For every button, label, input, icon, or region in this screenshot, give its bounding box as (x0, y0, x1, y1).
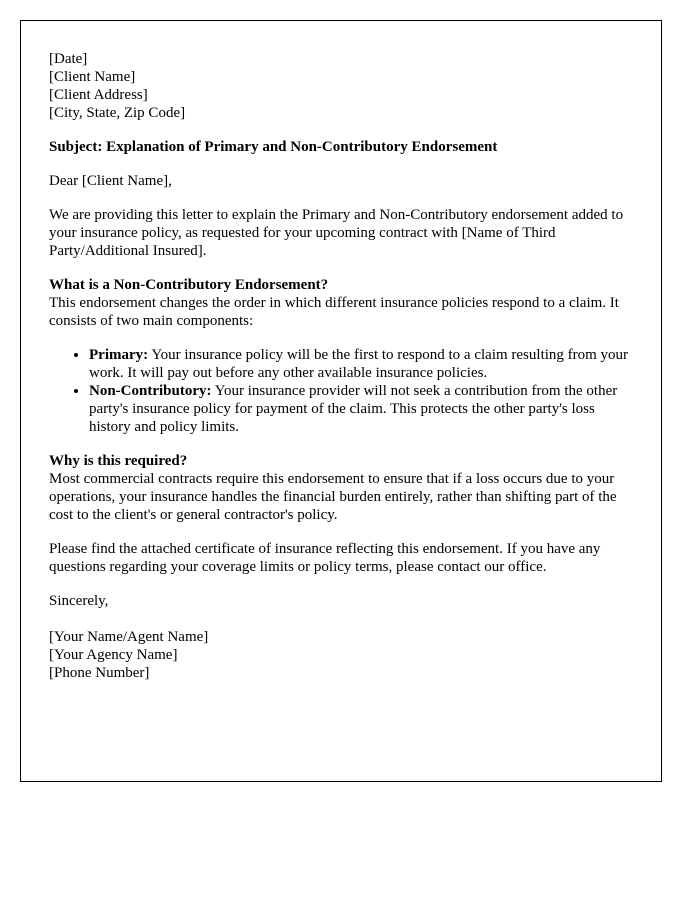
section-heading-what-is: What is a Non-Contributory Endorsement? (49, 277, 329, 293)
section-heading-why-required: Why is this required? (49, 453, 188, 469)
list-item-primary (89, 346, 633, 382)
subject-line: Subject: Explanation of Primary and Non-Contributory Endorsement (49, 139, 498, 155)
term-non-contributory: Non-Contributory: (89, 383, 212, 399)
term-non-contributory-description: Your insurance provider will not seek a contribution from the other party's insurance policy for payment of the claim. This protects the other party's loss history and policy limits. (89, 383, 618, 435)
signature-block (49, 628, 633, 682)
client-name-line: [Client Name] (49, 69, 136, 85)
closing-paragraph: Please find the attached certificate of insurance reflecting this endorsement. If you have any questions regarding your coverage limits or policy terms, please contact our office. (49, 541, 601, 575)
letter-page (20, 20, 662, 782)
term-primary-description: Your insurance policy will be the first to respond to a claim resulting from your work. It will pay out before any other available insurance policies. (89, 347, 629, 381)
salutation: Dear [Client Name], (49, 173, 172, 189)
intro-paragraph: We are providing this letter to explain the Primary and Non-Contributory endorsement added to your insurance policy, as requested for your upcoming contract with [Name of Third Party/Additional Insured]. (49, 207, 624, 259)
recipient-block (49, 50, 633, 122)
sign-off: Sincerely, (49, 593, 109, 609)
date-line: [Date] (49, 51, 88, 67)
section-body-why-required: Most commercial contracts require this endorsement to ensure that if a loss occurs due to your operations, your insurance handles the financial burden entirely, rather than shifting part of the cost to the client's or general contractor's policy. (49, 471, 617, 523)
signature-phone: [Phone Number] (49, 665, 150, 681)
term-primary: Primary: (89, 347, 149, 363)
section-body-what-is: This endorsement changes the order in which different insurance policies respond to a claim. It consists of two main components: (49, 295, 619, 329)
signature-name: [Your Name/Agent Name] (49, 629, 209, 645)
section-why-required (49, 452, 633, 524)
component-list (49, 346, 633, 436)
section-what-is (49, 276, 633, 330)
client-address-line: [Client Address] (49, 87, 148, 103)
city-state-zip-line: [City, State, Zip Code] (49, 105, 186, 121)
signature-agency: [Your Agency Name] (49, 647, 178, 663)
list-item-non-contributory (89, 382, 633, 436)
